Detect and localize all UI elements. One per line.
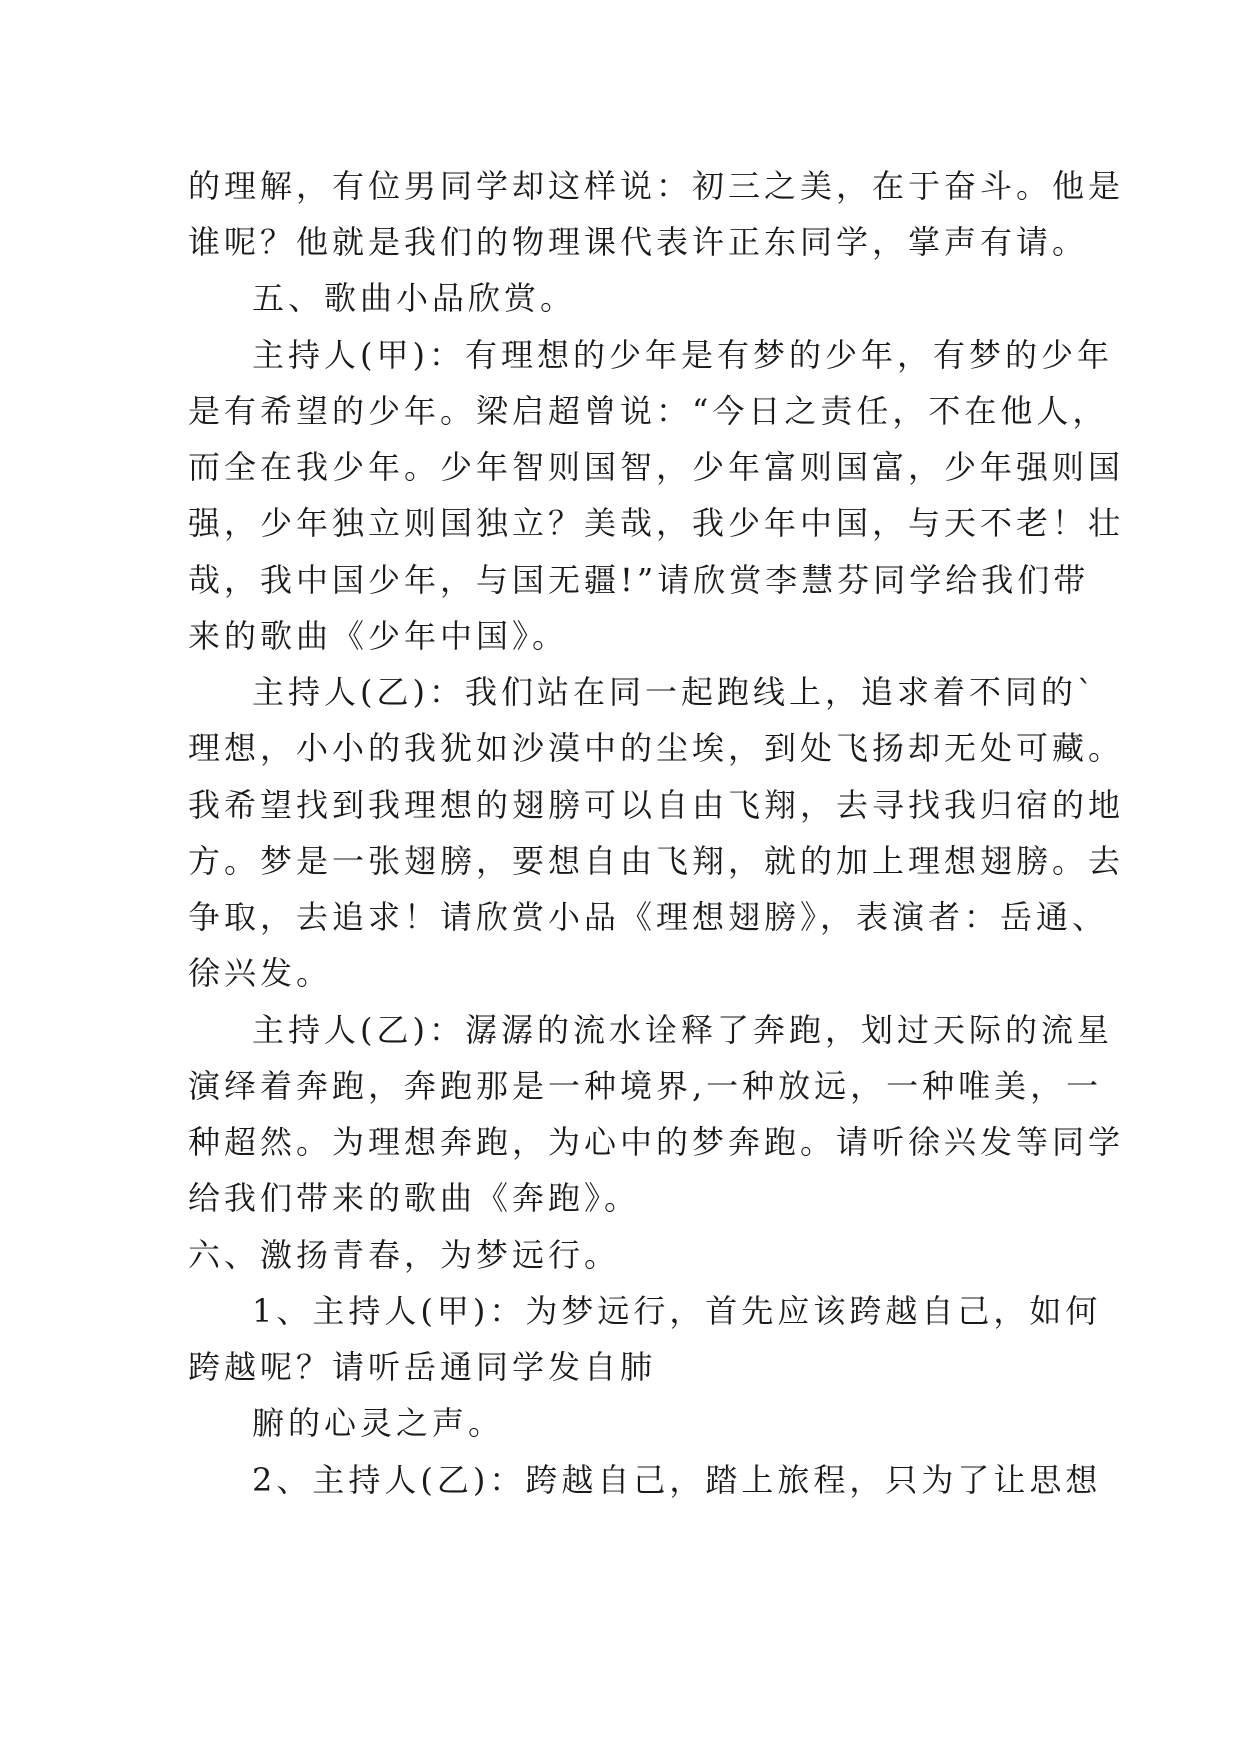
text-line: 主持人(乙)：我们站在同一起跑线上，追求着不同的`	[252, 673, 1097, 711]
text-line: 跨越呢？请听岳通同学发自肺	[188, 1348, 657, 1386]
section-heading: 六、激扬青春，为梦远行。	[188, 1236, 621, 1274]
text-line: 主持人(乙)：潺潺的流水诠释了奔跑，划过天际的流星	[252, 1011, 1113, 1049]
text-line: 主持人(甲)：有理想的少年是有梦的少年，有梦的少年	[252, 336, 1113, 374]
text-line: 我希望找到我理想的翅膀可以自由飞翔，去寻找我归宿的地	[188, 786, 1125, 824]
text-line: 强，少年独立则国独立？美哉，我少年中国，与天不老！壮	[188, 504, 1125, 542]
text-line: 方。梦是一张翅膀，要想自由飞翔，就的加上理想翅膀。去	[188, 842, 1125, 880]
text-line: 1、主持人(甲)：为梦远行，首先应该跨越自己，如何	[252, 1292, 1102, 1330]
text-line: 来的歌曲《少年中国》。	[188, 617, 569, 655]
section-heading: 五、歌曲小品欣赏。	[252, 279, 577, 317]
text-line: 腑的心灵之声。	[252, 1404, 505, 1442]
text-line: 给我们带来的歌曲《奔跑》。	[188, 1179, 641, 1217]
text-line: 种超然。为理想奔跑，为心中的梦奔跑。请听徐兴发等同学	[188, 1123, 1125, 1161]
text-line: 争取，去追求！请欣赏小品《理想翅膀》，表演者：岳通、	[188, 898, 1109, 936]
text-line: 理想，小小的我犹如沙漠中的尘埃，到处飞扬却无处可藏。	[188, 729, 1125, 767]
text-line: 是有希望的少年。梁启超曾说：“今日之责任，不在他人，	[188, 392, 1109, 430]
text-line: 演绎着奔跑，奔跑那是一种境界,一种放远，一种唯美，一	[188, 1067, 1103, 1105]
text-line: 而全在我少年。少年智则国智，少年富则国富，少年强则国	[188, 448, 1125, 486]
text-line: 徐兴发。	[188, 954, 333, 992]
text-line: 谁呢？他就是我们的物理课代表许正东同学，掌声有请。	[188, 223, 1089, 261]
text-line: 哉，我中国少年，与国无疆!”请欣赏李慧芬同学给我们带	[188, 561, 1090, 599]
text-line: 的理解，有位男同学却这样说：初三之美，在于奋斗。他是	[188, 167, 1125, 205]
text-line: 2、主持人(乙)：跨越自己，踏上旅程，只为了让思想	[252, 1461, 1102, 1499]
